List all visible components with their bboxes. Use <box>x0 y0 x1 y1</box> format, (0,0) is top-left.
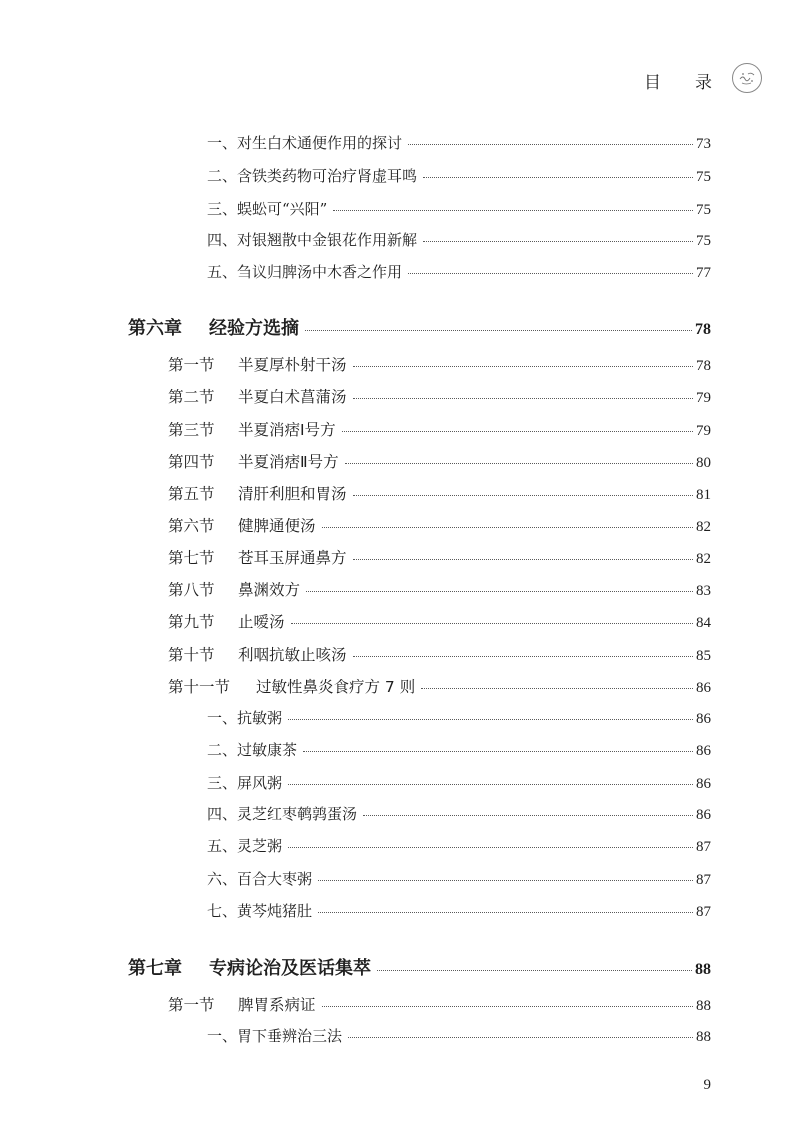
section-title: 健脾通便汤 <box>238 517 316 535</box>
toc-entry[interactable] <box>207 803 711 824</box>
section-title: 半夏消痞Ⅱ号方 <box>238 453 339 471</box>
toc-entry[interactable] <box>207 835 711 856</box>
toc-entry-title: 二、含铁类药物可治疗肾虚耳鸣 <box>207 167 418 185</box>
decorative-seal-icon <box>732 63 762 93</box>
section-number: 第三节 <box>168 421 215 439</box>
chapter-title: 经验方选摘 <box>209 318 299 339</box>
toc-entry[interactable] <box>207 198 711 219</box>
toc-section[interactable] <box>168 546 711 568</box>
dot-leader <box>288 719 693 720</box>
section-title: 清肝利胆和胃汤 <box>238 485 347 503</box>
toc-entry-page: 86 <box>696 680 711 696</box>
toc-entry-page: 86 <box>696 807 711 823</box>
toc-entry-page: 86 <box>696 776 711 792</box>
toc-chapter-6[interactable] <box>128 314 711 340</box>
toc-entry-title: 六、百合大枣粥 <box>207 870 313 888</box>
section-title: 半夏消痞Ⅰ号方 <box>238 421 336 439</box>
dot-leader <box>318 880 693 881</box>
dot-leader <box>353 366 693 367</box>
dot-leader <box>348 1037 693 1038</box>
dot-leader <box>322 527 693 528</box>
section-number: 第一节 <box>168 996 215 1014</box>
toc-chapter-7[interactable] <box>128 954 711 980</box>
section-number: 第七节 <box>168 549 215 567</box>
toc-entry-page: 79 <box>696 423 711 439</box>
section-number: 第十节 <box>168 646 215 664</box>
toc-entry-page: 86 <box>696 711 711 727</box>
dot-leader <box>288 847 693 848</box>
running-header <box>644 68 712 93</box>
toc-entry-page: 81 <box>696 487 711 503</box>
toc-entry-page: 87 <box>696 904 711 920</box>
toc-entry-page: 78 <box>695 321 711 338</box>
dot-leader <box>377 970 692 971</box>
toc-entry-page: 73 <box>696 136 711 152</box>
toc-entry-page: 87 <box>696 872 711 888</box>
toc-section[interactable] <box>168 675 711 697</box>
toc-entry[interactable] <box>207 772 711 793</box>
toc-entry-page: 88 <box>695 961 711 978</box>
toc-entry-page: 78 <box>696 358 711 374</box>
section-title: 止嗳汤 <box>238 613 285 631</box>
toc-entry-page: 85 <box>696 648 711 664</box>
header-title-char-1: 目 <box>644 73 661 93</box>
toc-section[interactable] <box>168 514 711 536</box>
dot-leader <box>342 431 693 432</box>
section-title: 脾胃系病证 <box>238 996 316 1014</box>
toc-entry-title: 一、抗敏粥 <box>207 709 283 727</box>
toc-section[interactable] <box>168 578 711 600</box>
toc-entry[interactable] <box>207 229 711 250</box>
toc-entry-page: 75 <box>696 233 711 249</box>
toc-section[interactable] <box>168 643 711 665</box>
toc-entry-page: 82 <box>696 519 711 535</box>
toc-entry[interactable] <box>207 132 711 153</box>
toc-entry-page: 88 <box>696 998 711 1014</box>
section-title: 过敏性鼻炎食疗方 7 则 <box>256 678 416 696</box>
section-number: 第十一节 <box>168 678 231 696</box>
toc-section[interactable] <box>168 993 711 1015</box>
dot-leader <box>291 623 693 624</box>
section-number: 第六节 <box>168 517 215 535</box>
dot-leader <box>408 144 693 145</box>
section-title: 半夏厚朴射干汤 <box>238 356 347 374</box>
toc-entry-title: 五、刍议归脾汤中木香之作用 <box>207 263 403 281</box>
dot-leader <box>408 273 693 274</box>
header-title-char-2: 录 <box>695 73 712 93</box>
dot-leader <box>318 912 693 913</box>
section-number: 第四节 <box>168 453 215 471</box>
dot-leader <box>353 559 693 560</box>
dot-leader <box>303 751 693 752</box>
section-number: 第五节 <box>168 485 215 503</box>
toc-entry-title: 三、屏风粥 <box>207 774 283 792</box>
toc-entry-page: 88 <box>696 1029 711 1045</box>
toc-chapter-title <box>128 954 371 980</box>
dot-leader <box>353 656 693 657</box>
toc-entry-page: 86 <box>696 743 711 759</box>
dot-leader <box>345 463 693 464</box>
toc-entry-page: 84 <box>696 615 711 631</box>
section-number: 第一节 <box>168 356 215 374</box>
toc-entry-page: 77 <box>696 265 711 281</box>
toc-entry-page: 82 <box>696 551 711 567</box>
toc-entry-page: 75 <box>696 202 711 218</box>
dot-leader <box>353 398 693 399</box>
toc-entry[interactable] <box>207 900 711 921</box>
dot-leader <box>363 815 693 816</box>
toc-entry-title: 二、过敏康茶 <box>207 741 298 759</box>
toc-section[interactable] <box>168 385 711 407</box>
toc-entry-page: 87 <box>696 839 711 855</box>
toc-section[interactable] <box>168 353 711 375</box>
section-title: 苍耳玉屏通鼻方 <box>238 549 347 567</box>
toc-chapter-title <box>128 314 299 340</box>
dot-leader <box>333 210 693 211</box>
section-title: 半夏白术菖蒲汤 <box>238 388 347 406</box>
toc-entry[interactable] <box>207 1025 711 1046</box>
dot-leader <box>421 688 693 689</box>
chapter-number: 第七章 <box>128 958 182 979</box>
toc-entry-page: 80 <box>696 455 711 471</box>
toc-entry-title: 四、灵芝红枣鹌鹑蛋汤 <box>207 805 358 823</box>
toc-entry[interactable] <box>207 868 711 889</box>
dot-leader <box>305 330 692 331</box>
section-number: 第八节 <box>168 581 215 599</box>
section-title: 鼻渊效方 <box>238 581 301 599</box>
toc-entry-title: 七、黄芩炖猪肚 <box>207 902 313 920</box>
toc-entry[interactable] <box>207 165 711 186</box>
dot-leader <box>322 1006 693 1007</box>
toc-entry-title: 一、对生白术通便作用的探讨 <box>207 134 403 152</box>
toc-entry-title: 三、蜈蚣可“兴阳” <box>207 200 328 218</box>
toc-entry[interactable] <box>207 261 711 282</box>
toc-entry-title: 五、灵芝粥 <box>207 837 283 855</box>
dot-leader <box>288 784 693 785</box>
dot-leader <box>306 591 693 592</box>
toc-section[interactable] <box>168 610 711 632</box>
dot-leader <box>423 241 693 242</box>
chapter-title: 专病论治及医话集萃 <box>209 958 371 979</box>
toc-section[interactable] <box>168 418 711 440</box>
toc-section[interactable] <box>168 450 711 472</box>
toc-entry-title: 一、胃下垂辨治三法 <box>207 1027 343 1045</box>
toc-entry-page: 75 <box>696 169 711 185</box>
section-number: 第九节 <box>168 613 215 631</box>
toc-entry-page: 79 <box>696 390 711 406</box>
toc-entry[interactable] <box>207 739 711 760</box>
toc-entry[interactable] <box>207 707 711 728</box>
chapter-number: 第六章 <box>128 318 182 339</box>
page-number: 9 <box>703 1077 711 1093</box>
dot-leader <box>353 495 693 496</box>
dot-leader <box>423 177 693 178</box>
section-number: 第二节 <box>168 388 215 406</box>
section-title: 利咽抗敏止咳汤 <box>238 646 347 664</box>
toc-entry-page: 83 <box>696 583 711 599</box>
toc-entry-title: 四、对银翘散中金银花作用新解 <box>207 231 418 249</box>
toc-section[interactable] <box>168 482 711 504</box>
